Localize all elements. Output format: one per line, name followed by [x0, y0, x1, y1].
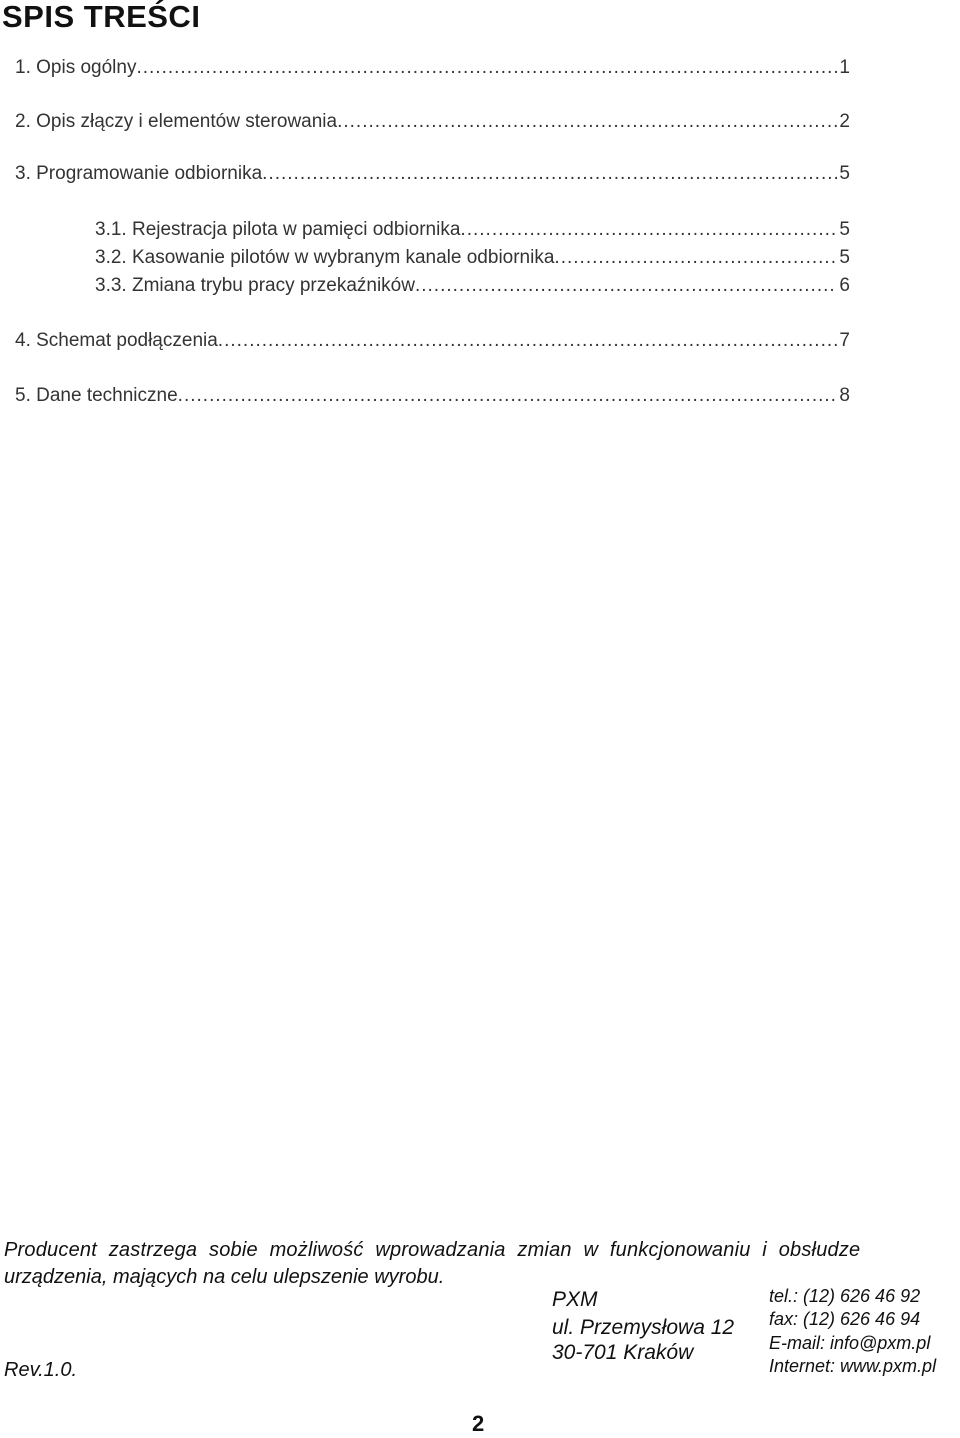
- revision-label: Rev.1.0.: [4, 1359, 77, 1381]
- toc-entry-page: 7: [839, 330, 850, 351]
- toc-dot-leader: [262, 161, 837, 187]
- toc-dot-leader: [178, 383, 838, 409]
- toc-dot-leader: [460, 217, 837, 243]
- toc-entry-label: 3.1. Rejestracja pilota w pamięci odbiornika: [95, 219, 461, 240]
- company-name: PXM: [552, 1288, 598, 1311]
- toc-entry-schemat[interactable]: [15, 328, 850, 354]
- toc-entry-label: 3. Programowanie odbiornika: [15, 163, 263, 184]
- company-street: ul. Przemysłowa 12: [552, 1316, 735, 1339]
- toc-entry-label: 5. Dane techniczne: [15, 385, 178, 406]
- contact-email[interactable]: E-mail: info@pxm.pl: [769, 1333, 931, 1353]
- company-city: 30-701 Kraków: [552, 1341, 694, 1364]
- toc-dot-leader: [554, 245, 837, 271]
- manufacturer-notice-line-1: Producent zastrzega sobie możliwość wprowadzania zmian w funkcjonowaniu i obsłudze: [4, 1239, 861, 1261]
- toc-entry-kasowanie-pilotow[interactable]: [95, 245, 850, 271]
- toc-dot-leader: [218, 328, 838, 354]
- toc-entry-page: 8: [839, 385, 850, 406]
- toc-entry-page: 5: [839, 163, 850, 184]
- toc-entry-page: 6: [839, 275, 850, 296]
- toc-entry-opis-zlaczy[interactable]: [15, 109, 850, 135]
- toc-entry-page: 2: [839, 111, 850, 132]
- contact-fax: fax: (12) 626 46 94: [769, 1309, 921, 1329]
- page-title: SPIS TREŚCI: [2, 0, 201, 34]
- toc-dot-leader: [415, 273, 837, 299]
- toc-entry-programowanie[interactable]: [15, 161, 850, 187]
- toc-entry-label: 3.3. Zmiana trybu pracy przekaźników: [95, 275, 415, 296]
- toc-entry-page: 5: [839, 219, 850, 240]
- contact-website[interactable]: Internet: www.pxm.pl: [769, 1356, 937, 1376]
- toc-dot-leader: [337, 109, 837, 135]
- toc-entry-label: 1. Opis ogólny: [15, 57, 137, 78]
- toc-dot-leader: [136, 55, 837, 81]
- toc-entry-rejestracja-pilota[interactable]: [95, 217, 850, 243]
- toc-entry-zmiana-trybu[interactable]: [95, 273, 850, 299]
- toc-entry-page: 1: [839, 57, 850, 78]
- toc-entry-label: 2. Opis złączy i elementów sterowania: [15, 111, 338, 132]
- contact-phone: tel.: (12) 626 46 92: [769, 1286, 921, 1306]
- toc-entry-dane-techniczne[interactable]: [15, 383, 850, 409]
- toc-entry-opis-ogolny[interactable]: [15, 55, 850, 81]
- manufacturer-notice-line-2: urządzenia, mających na celu ulepszenie wyrobu.: [4, 1266, 445, 1288]
- toc-entry-label: 4. Schemat podłączenia: [15, 330, 218, 351]
- toc-entry-page: 5: [839, 247, 850, 268]
- page-number: 2: [472, 1411, 485, 1436]
- toc-entry-label: 3.2. Kasowanie pilotów w wybranym kanale odbiornika: [95, 247, 555, 268]
